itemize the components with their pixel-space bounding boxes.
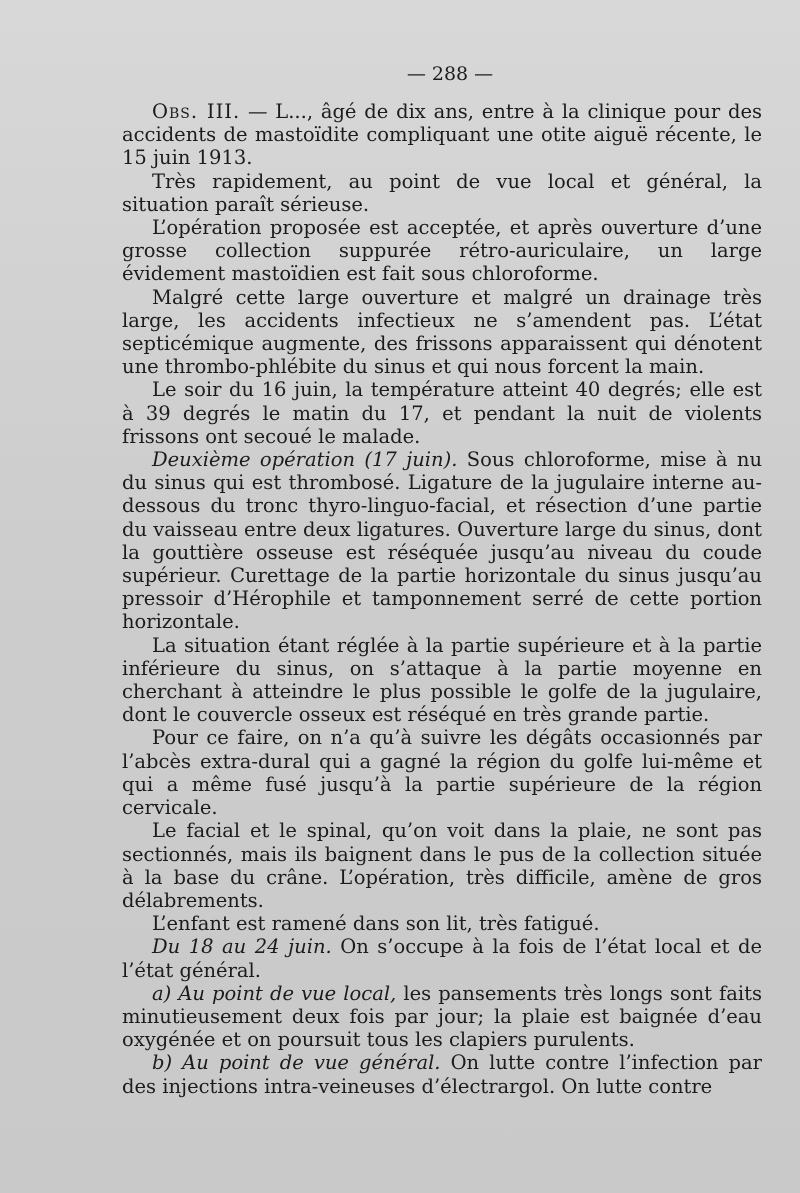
section-heading: b) Au point de vue général. (152, 1051, 441, 1075)
paragraph-text: La situation étant réglée à la partie supérieure et à la partie inférieure du sinus, on s’attaque à la partie moyenne en cherchant à atteindre le plus possible le golfe de la jugulaire, dont le couvercle osseux est réséqué en très grande partie. (122, 633, 762, 727)
section-heading: Du 18 au 24 juin. (152, 935, 332, 959)
paragraph-text: L’opération proposée est acceptée, et après ouverture d’une grosse collection suppurée rétro-auriculaire, un large évidement mastoïdien est fait sous chloroforme. (122, 216, 762, 286)
page-number: — 288 — (406, 63, 494, 85)
paragraph-text: Pour ce faire, on n’a qu’à suivre les dégâts occasionnés par l’abcès extra-dural qui a gagné la région du golfe lui-même et qui a même fusé jusqu’à la partie supérieure de la région cervicale. (122, 726, 762, 820)
paragraph-text: Le soir du 16 juin, la température atteint 40 degrés; elle est à 39 degrés le matin du 17, et pendant la nuit de violents frissons ont secoué le malade. (122, 378, 762, 448)
paragraph-text: les pansements très longs sont faits minutieusement deux fois par jour; la plaie est baignée d’eau oxygénée et on poursuit tous les clapiers purulents. (122, 981, 762, 1052)
paragraph (122, 216, 762, 286)
section-heading: a) Au point de vue local, (152, 981, 397, 1005)
paragraph (122, 170, 762, 216)
paragraph (122, 286, 762, 379)
paragraph-text: On lutte contre l’infection par des injections intra-veineuses d’électrargol. On lutte contre (122, 1051, 762, 1098)
paragraph (122, 726, 762, 819)
paragraph (122, 100, 762, 170)
paragraph (122, 982, 762, 1052)
paragraph (122, 1051, 762, 1097)
section-heading: Deuxième opération (17 juin). (152, 448, 458, 472)
body-text (122, 100, 762, 1098)
paragraph (122, 935, 762, 981)
paragraph (122, 912, 762, 935)
paragraph (122, 819, 762, 912)
paragraph-text: Très rapidement, au point de vue local et général, la situation paraît sérieuse. (122, 169, 762, 216)
paragraph (122, 448, 762, 634)
paragraph-text: — L..., âgé de dix ans, entre à la clinique pour des accidents de mastoïdite compliquant une otite aiguë récente, le 15 juin 1913. (122, 100, 762, 170)
paragraph-text: Sous chloroforme, mise à nu du sinus qui est thrombosé. Ligature de la jugulaire interne au-dessous du tronc thyro-linguo-facial, et résection d’une partie du vaisseau entre deux ligatures. Ouverture large du sinus, dont la gouttière osseuse est réséquée jusqu’au niveau du coude supérieur. Curettage de la partie horizontale du sinus jusqu’au pressoir d’Hérophile et tamponnement serré de cette portion horizontale. (122, 448, 762, 634)
paragraph-text: L’enfant est ramené dans son lit, très fatigué. (152, 912, 600, 936)
paragraph-text: Malgré cette large ouverture et malgré un drainage très large, les accidents infectieux ne s’amendent pas. L’état septicémique augmente, des frissons apparaissent qui dénotent une thrombo-phlébite du sinus et qui nous forcent la main. (122, 285, 762, 379)
paragraph-text: Le facial et le spinal, qu’on voit dans la plaie, ne sont pas sectionnés, mais ils baignent dans le pus de la collection située à la base du crâne. L’opération, très difficile, amène de gros délabrements. (122, 819, 762, 912)
paragraph (122, 378, 762, 448)
observation-label: Obs. III. (152, 100, 241, 123)
paragraph-text: On s’occupe à la fois de l’état local et de l’état général. (122, 935, 762, 982)
paragraph (122, 634, 762, 727)
